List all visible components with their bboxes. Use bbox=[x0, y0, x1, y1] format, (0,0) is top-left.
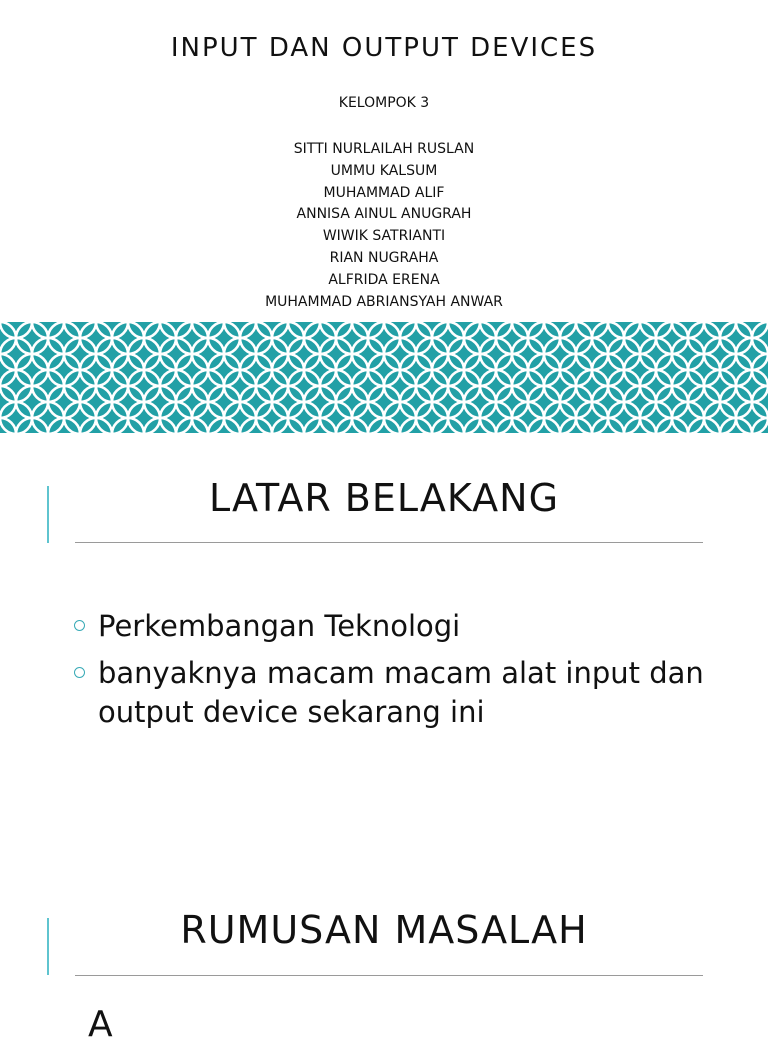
member-name: UMMU KALSUM bbox=[330, 162, 438, 179]
circle-bullet-icon bbox=[74, 667, 85, 678]
bullet-list bbox=[72, 607, 732, 740]
member-name: ALFRIDA ERENA bbox=[328, 271, 440, 288]
slide-title: INPUT DAN OUTPUT DEVICES bbox=[170, 33, 598, 63]
title-divider bbox=[75, 542, 703, 543]
group-label: KELOMPOK 3 bbox=[338, 95, 430, 111]
slide-cover bbox=[0, 0, 768, 433]
member-name: RIAN NUGRAHA bbox=[329, 249, 439, 266]
title-divider bbox=[75, 975, 703, 976]
bullet-text: banyaknya macam macam alat input dan output device sekarang ini bbox=[98, 656, 704, 729]
circle-bullet-icon bbox=[74, 620, 85, 631]
cut-off-text: A bbox=[88, 1004, 113, 1045]
bullet-text: Perkembangan Teknologi bbox=[98, 609, 461, 643]
section-title: RUMUSAN MASALAH bbox=[180, 908, 588, 952]
member-name: WIWIK SATRIANTI bbox=[322, 228, 446, 245]
slide-latar-belakang bbox=[0, 433, 768, 865]
bullet-item bbox=[72, 654, 732, 732]
member-name: MUHAMMAD ABRIANSYAH ANWAR bbox=[265, 293, 503, 310]
member-name: SITTI NURLAILAH RUSLAN bbox=[293, 141, 475, 157]
member-list bbox=[0, 139, 768, 313]
decorative-circle-pattern bbox=[0, 322, 768, 433]
member-name: ANNISA AINUL ANUGRAH bbox=[296, 206, 472, 223]
member-name: MUHAMMAD ALIF bbox=[323, 184, 445, 201]
slide-rumusan-masalah bbox=[0, 865, 768, 1045]
section-title: LATAR BELAKANG bbox=[208, 476, 560, 520]
bullet-item bbox=[72, 607, 732, 646]
